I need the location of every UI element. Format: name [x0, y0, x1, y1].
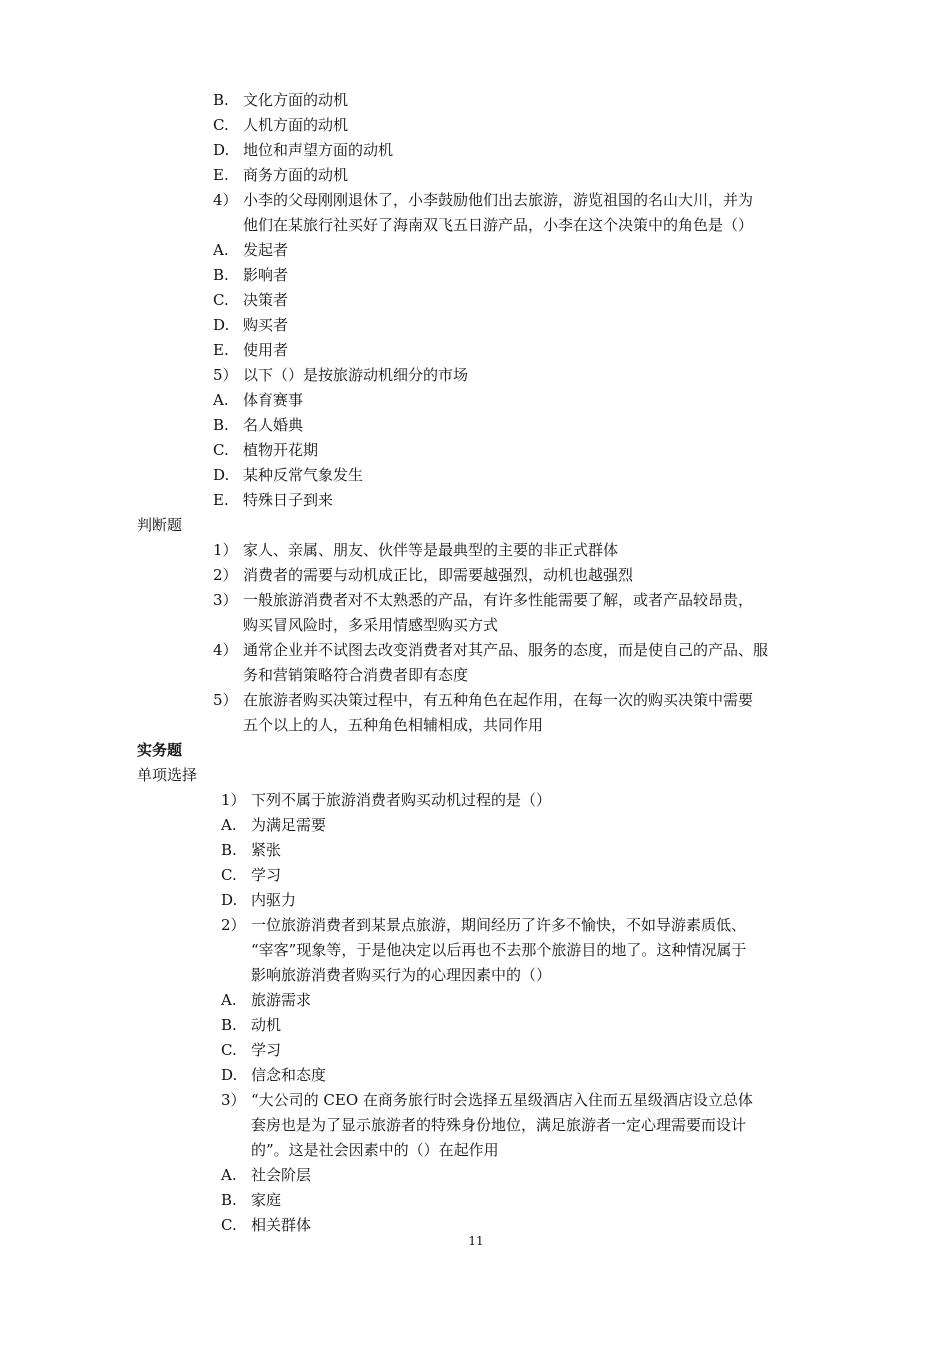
question-text-continued: 套房也是为了显示旅游者的特殊身份地位，满足旅游者一定心理需要而设计 — [251, 1116, 747, 1134]
option-text: 为满足需要 — [251, 816, 327, 834]
option-line — [213, 113, 348, 138]
question-line — [213, 188, 753, 213]
item-text: 在旅游者购买决策过程中，有五种角色在起作用，在每一次的购买决策中需要 — [243, 691, 754, 709]
question-marker: 1） — [221, 791, 246, 809]
judgment-item — [213, 638, 768, 663]
option-marker: C. — [213, 116, 229, 134]
option-marker: A. — [213, 241, 229, 259]
option-marker: A. — [221, 991, 237, 1009]
option-text: 文化方面的动机 — [243, 91, 349, 109]
option-marker: C. — [213, 291, 229, 309]
option-line — [213, 138, 393, 163]
option-line — [221, 813, 326, 838]
option-text: 名人婚典 — [243, 416, 304, 434]
option-text: 社会阶层 — [251, 1166, 312, 1184]
option-line — [221, 1063, 326, 1088]
option-marker: B. — [221, 1016, 237, 1034]
option-text: 动机 — [251, 1016, 282, 1034]
question-line — [213, 363, 468, 388]
option-line — [213, 238, 288, 263]
option-marker: C. — [221, 866, 237, 884]
question-text: 一位旅游消费者到某景点旅游，期间经历了许多不愉快，不如导游素质低、 — [251, 916, 747, 934]
option-text: 发起者 — [243, 241, 289, 259]
question-line — [221, 788, 551, 813]
option-text: 人机方面的动机 — [243, 116, 349, 134]
option-text: 影响者 — [243, 266, 289, 284]
question-marker: 4） — [213, 191, 238, 209]
option-text: 相关群体 — [251, 1216, 312, 1234]
question-marker: 2） — [221, 916, 246, 934]
item-text: 一般旅游消费者对不太熟悉的产品，有许多性能需要了解，或者产品较昂贵， — [243, 591, 754, 609]
item-marker: 5） — [213, 691, 238, 709]
option-marker: A. — [221, 816, 237, 834]
item-marker: 3） — [213, 591, 238, 609]
question-line — [221, 1088, 753, 1113]
judgment-item — [213, 563, 633, 588]
option-marker: B. — [213, 416, 229, 434]
option-text: 信念和态度 — [251, 1066, 327, 1084]
item-marker: 1） — [213, 541, 238, 559]
item-text-continued: 购买冒风险时，多采用情感型购买方式 — [243, 616, 499, 634]
question-text-continued: 影响旅游消费者购买行为的心理因素中的（） — [251, 966, 552, 984]
option-marker: D. — [213, 466, 230, 484]
question-marker: 3） — [221, 1091, 246, 1109]
judgment-item — [213, 588, 753, 613]
option-marker: B. — [213, 266, 229, 284]
option-marker: E. — [213, 166, 229, 184]
option-text: 地位和声望方面的动机 — [243, 141, 394, 159]
option-marker: A. — [213, 391, 229, 409]
option-line — [221, 888, 296, 913]
question-text: 小李的父母刚刚退休了，小李鼓励他们出去旅游，游览祖国的名山大川，并为 — [243, 191, 754, 209]
option-line — [213, 313, 288, 338]
item-text: 通常企业并不试图去改变消费者对其产品、服务的态度，而是使自己的产品、服 — [243, 641, 769, 659]
item-marker: 2） — [213, 566, 238, 584]
item-text-continued: 五个以上的人，五种角色相辅相成，共同作用 — [243, 716, 544, 734]
question-text-continued: “宰客”现象等，于是他决定以后再也不去那个旅游目的地了。这种情况属于 — [251, 941, 747, 959]
option-line — [221, 1038, 281, 1063]
option-line — [213, 88, 348, 113]
judgment-item — [213, 538, 618, 563]
option-text: 使用者 — [243, 341, 289, 359]
item-text: 家人、亲属、朋友、伙伴等是最典型的主要的非正式群体 — [243, 541, 619, 559]
page-number: 11 — [468, 1234, 484, 1248]
option-text: 决策者 — [243, 291, 289, 309]
option-line — [221, 838, 281, 863]
option-marker: D. — [221, 1066, 238, 1084]
option-marker: C. — [213, 441, 229, 459]
option-marker: B. — [213, 91, 229, 109]
option-marker: D. — [213, 316, 230, 334]
option-line — [213, 163, 348, 188]
option-text: 家庭 — [251, 1191, 282, 1209]
option-line — [213, 463, 363, 488]
option-line — [213, 338, 288, 363]
item-text: 消费者的需要与动机成正比，即需要越强烈，动机也越强烈 — [243, 566, 634, 584]
option-line — [221, 1163, 311, 1188]
question-text: 以下（）是按旅游动机细分的市场 — [243, 366, 469, 384]
option-line — [213, 413, 303, 438]
question-marker: 5） — [213, 366, 238, 384]
option-text: 旅游需求 — [251, 991, 312, 1009]
option-line — [213, 438, 318, 463]
option-text: 学习 — [251, 866, 282, 884]
option-line — [221, 1188, 281, 1213]
section-heading-practice: 实务题 — [137, 741, 183, 759]
option-line — [221, 863, 281, 888]
question-text: “大公司的 CEO 在商务旅行时会选择五星级酒店入住而五星级酒店设立总体 — [251, 1091, 753, 1109]
option-text: 体育赛事 — [243, 391, 304, 409]
subheading-single-choice: 单项选择 — [137, 766, 198, 784]
option-line — [213, 488, 333, 513]
judgment-item — [213, 688, 753, 713]
option-text: 购买者 — [243, 316, 289, 334]
option-marker: B. — [221, 1191, 237, 1209]
option-marker: A. — [221, 1166, 237, 1184]
option-text: 紧张 — [251, 841, 282, 859]
option-text: 特殊日子到来 — [243, 491, 334, 509]
option-text: 学习 — [251, 1041, 282, 1059]
item-text-continued: 务和营销策略符合消费者即有态度 — [243, 666, 469, 684]
option-line — [221, 988, 311, 1013]
option-marker: C. — [221, 1216, 237, 1234]
option-text: 商务方面的动机 — [243, 166, 349, 184]
item-marker: 4） — [213, 641, 238, 659]
option-text: 内驱力 — [251, 891, 297, 909]
option-marker: D. — [213, 141, 230, 159]
option-line — [221, 1013, 281, 1038]
option-marker: D. — [221, 891, 238, 909]
question-line — [221, 913, 746, 938]
option-text: 某种反常气象发生 — [243, 466, 364, 484]
option-marker: C. — [221, 1041, 237, 1059]
option-line — [213, 263, 288, 288]
option-marker: E. — [213, 341, 229, 359]
option-text: 植物开花期 — [243, 441, 319, 459]
question-line: 他们在某旅行社买好了海南双飞五日游产品，小李在这个决策中的角色是（） — [243, 216, 754, 234]
option-line — [213, 288, 288, 313]
question-text-continued: 的”。这是社会因素中的（）在起作用 — [251, 1141, 499, 1159]
option-line — [213, 388, 303, 413]
question-text: 下列不属于旅游消费者购买动机过程的是（） — [251, 791, 552, 809]
section-heading-judgment: 判断题 — [137, 516, 183, 534]
option-marker: E. — [213, 491, 229, 509]
option-marker: B. — [221, 841, 237, 859]
